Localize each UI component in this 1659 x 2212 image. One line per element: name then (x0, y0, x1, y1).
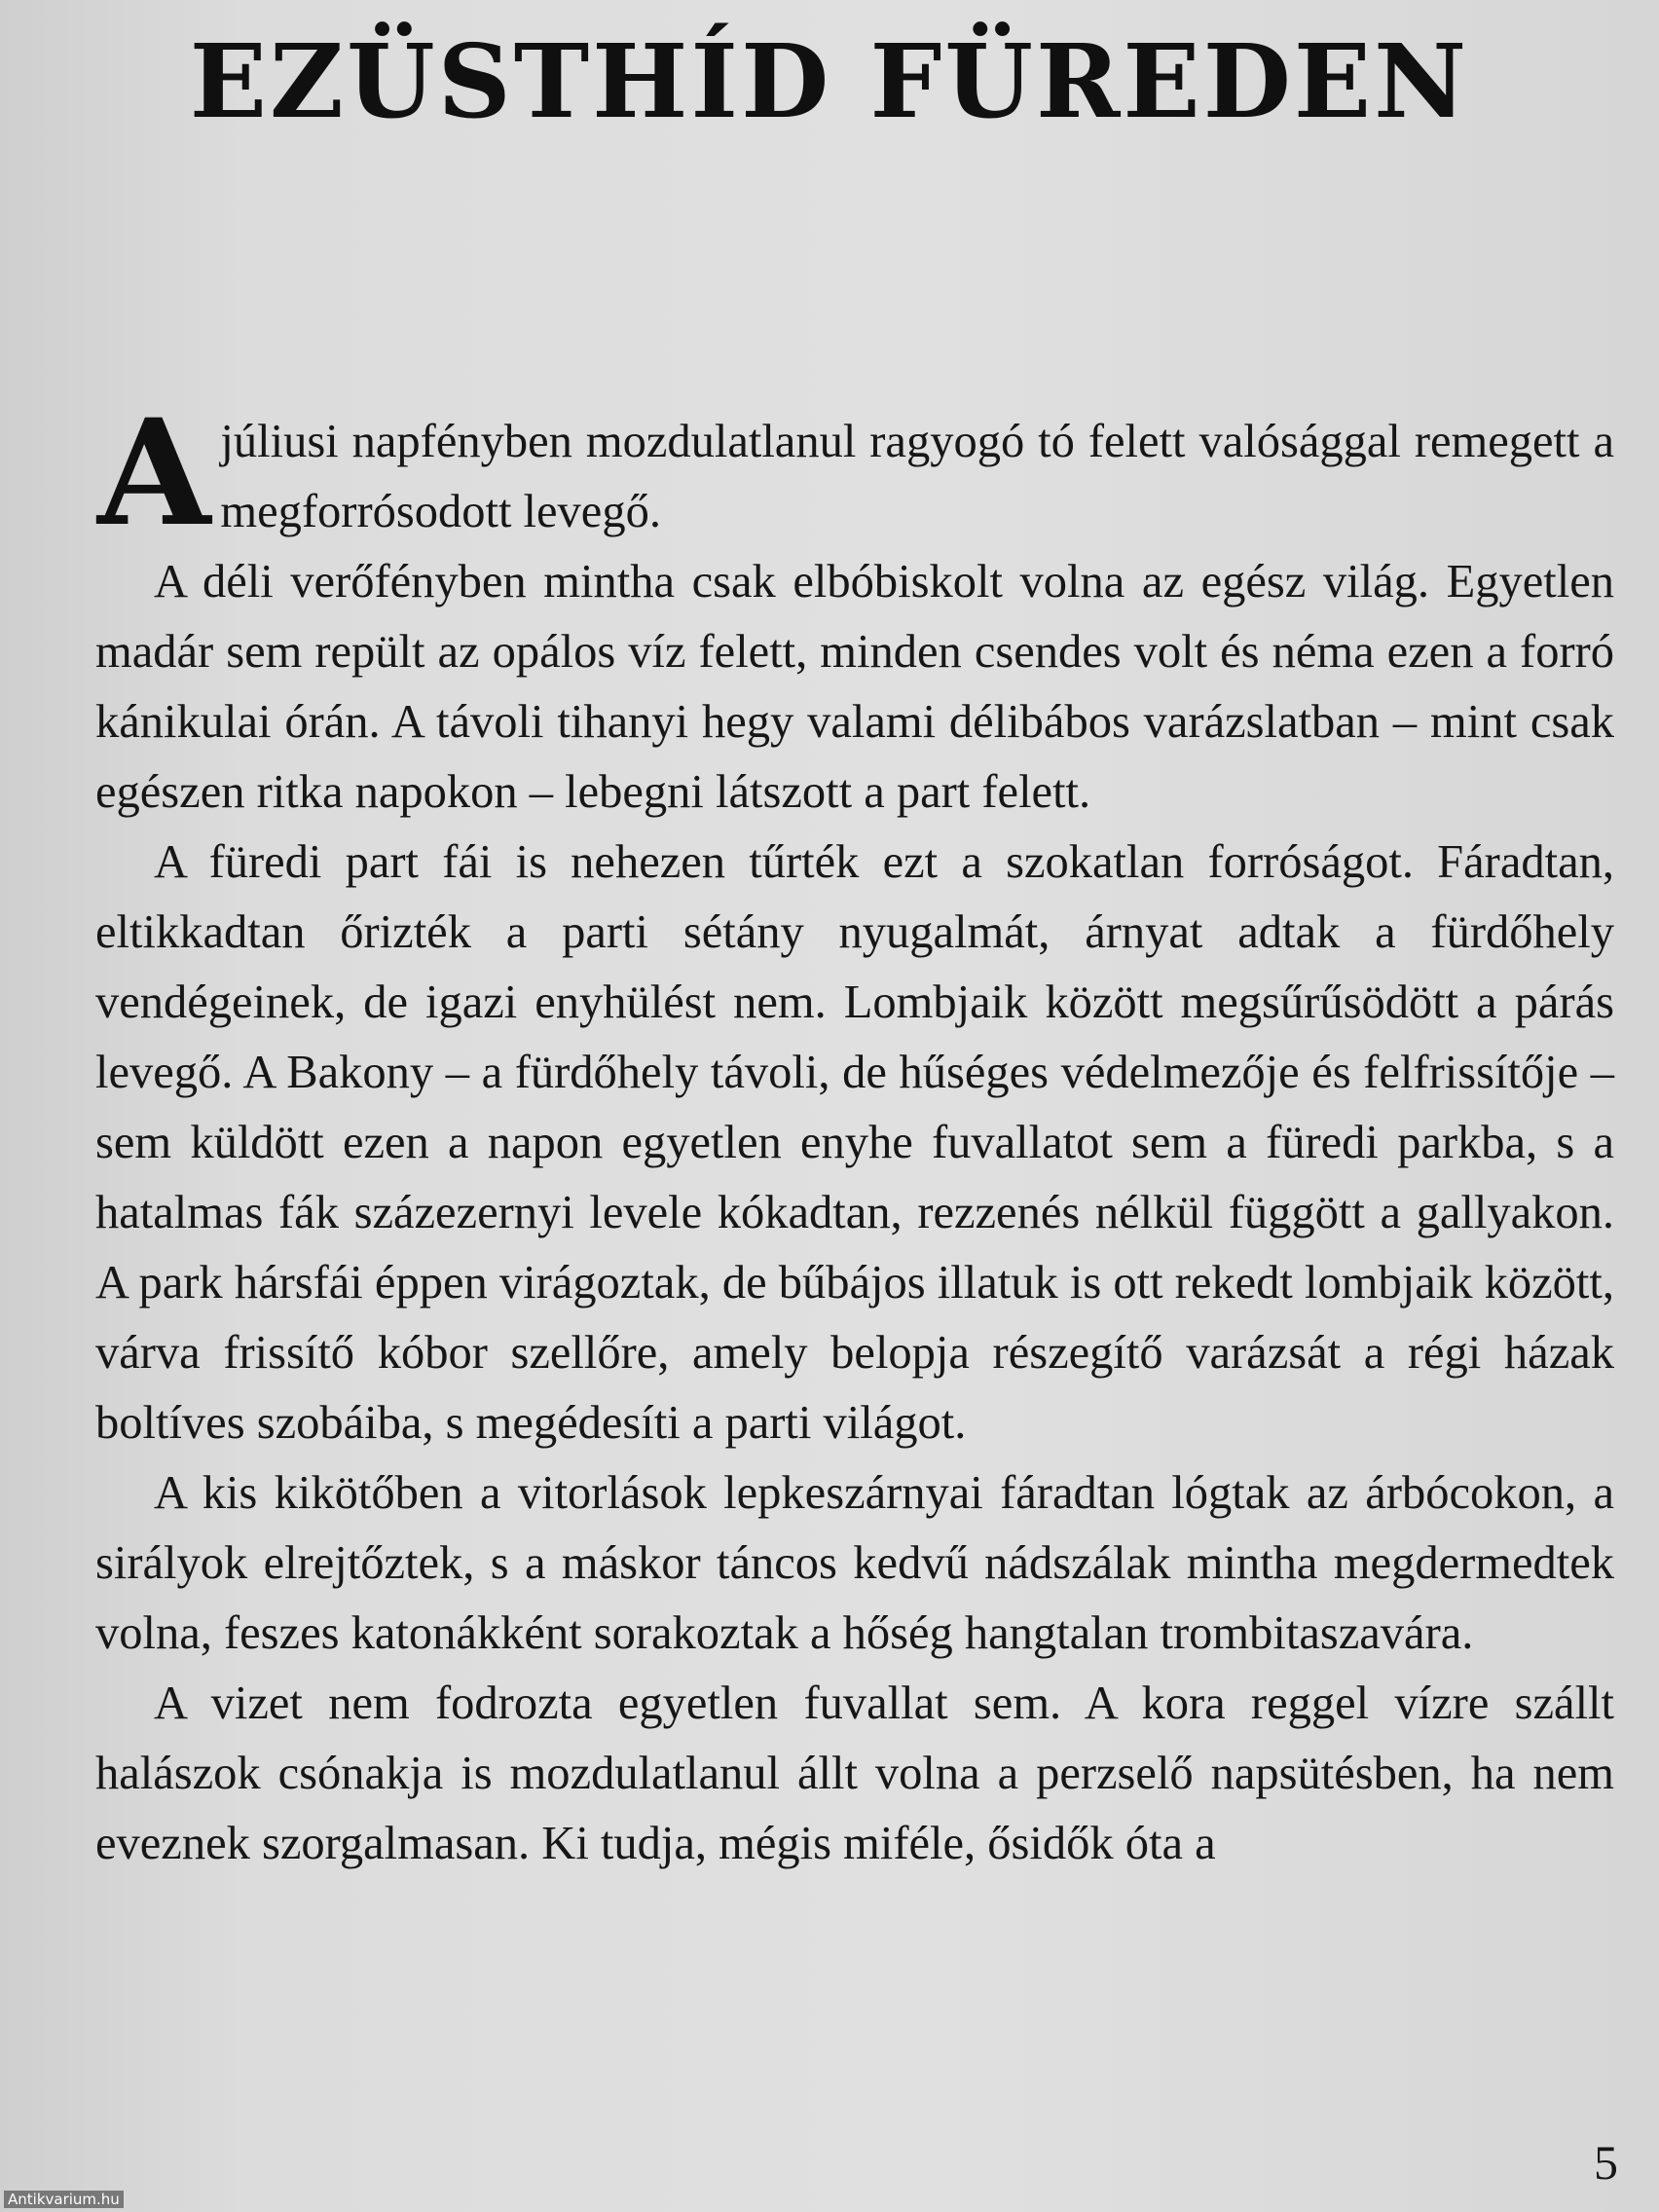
paragraph-1 (95, 387, 1614, 559)
paragraph-5: A vizet nem fodrozta egyetlen fuvallat sem. A kora reggel vízre szállt halászok csónakja is mozdulatlanul állt volna a perzselő napsütésben, ha nem eveznek szorgalmasan. Ki tudja, mégis miféle, ősidők óta a (95, 1677, 1614, 1869)
paragraph-3: A füredi part fái is nehezen tűrték ezt a szokatlan forróságot. Fáradtan, eltikkadtan őrizték a parti sétány nyugalmát, árnyat adtak a fürdőhely vendégeinek, de igazi enyhülést nem. Lombjaik között megsűrűsödött a párás levegő. A Bakony – a fürdőhely távoli, de hűséges védelmezője és felfrissítője – sem küldött ezen a napon egyetlen enyhe fuvallatot sem a füredi parkba, s a hatalmas fák százezernyi levele kókadtan, rezzenés nélkül függött a gallyakon. A park hársfái éppen virágoztak, de bűbájos illatuk is ott rekedt lombjaik között, várva frissítő kóbor szellőre, amely belopja részegítő varázsát a régi házak boltíves szobáiba, s megédesíti a parti világot. (95, 836, 1614, 1449)
chapter-title: EZÜSTHÍD FÜREDEN (189, 21, 1470, 141)
watermark: Antikvarium.hu (4, 2191, 124, 2208)
paragraph-2: A déli verőfényben mintha csak elbóbiskolt volna az egész világ. Egyetlen madár sem repült az opálos víz felett, minden csendes volt és néma ezen a forró kánikulai órán. A távoli tihanyi hegy valami délibábos varázslatban – mint csak egészen ritka napokon – lebegni látszott a part felett. (95, 556, 1614, 818)
drop-cap: A (97, 387, 211, 559)
chapter-body (95, 387, 1614, 1879)
page-number: 5 (1594, 2135, 1618, 2190)
paragraph-1-text: júliusi napfényben mozdulatlanul ragyogó tó felett valósággal remegett a megforrósodott levegő. (220, 416, 1614, 537)
paragraph-4: A kis kikötőben a vitorlások lepkeszárnyai fáradtan lógtak az árbócokon, a sirályok elrejtőztek, s a máskor táncos kedvű nádszálak mintha megdermedtek volna, feszes katonákként sorakoztak a hőség hangtalan trombitaszavára. (95, 1467, 1614, 1659)
